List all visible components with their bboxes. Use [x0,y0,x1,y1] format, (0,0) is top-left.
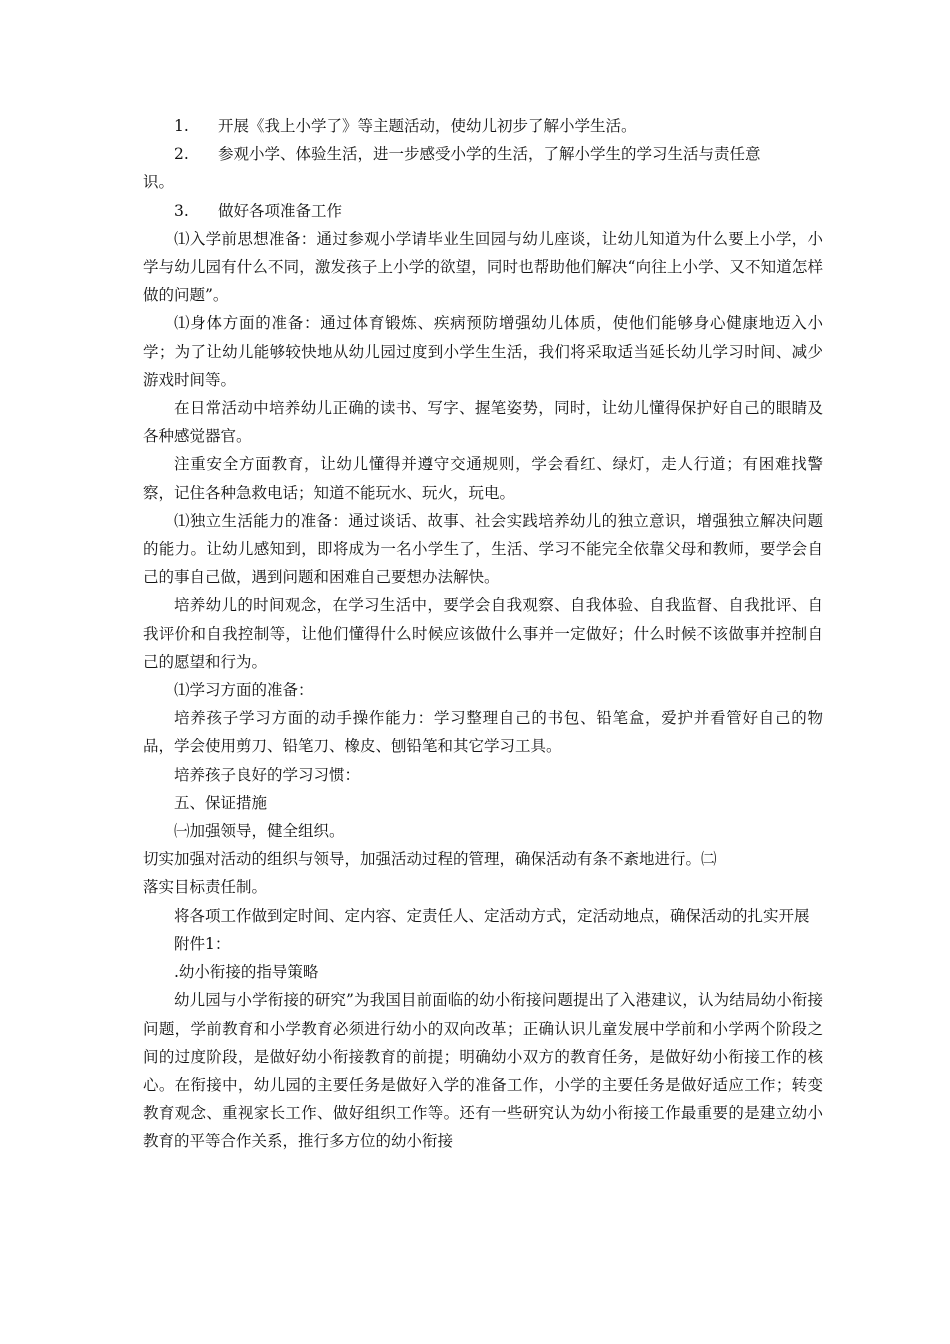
paragraph-safety-education: 注重安全方面教育，让幼儿懂得并遵守交通规则，学会看红、绿灯，走人行道；有困难找警察，记住各种急救电话；知道不能玩水、玩火，玩电。 [143,455,823,502]
item-text: 参观小学、体验生活，进一步感受小学的生活，了解小学生的学习生活与责任意 [218,145,761,164]
numbered-item-1 [143,112,823,140]
paragraph-study-habits: 培养孩子良好的学习习惯： [174,765,361,784]
item-text: 开展《我上小学了》等主题活动，使幼儿初步了解小学生活。 [218,117,637,135]
paragraph-daily-activities: 在日常活动中培养幼儿正确的读书、写字、握笔姿势，同时，让幼儿懂得保护好自己的眼睛及各种感觉器官。 [143,399,823,446]
paragraph-responsibility: 落实目标责任制。 [143,878,268,897]
item-number: 3. [174,201,189,220]
item-text: 做好各项准备工作 [218,201,343,220]
attachment-title: .幼小衔接的指导策略 [174,963,319,982]
paragraph-hands-on-ability: 培养孩子学习方面的动手操作能力：学习整理自己的书包、铅笔盒，爱护并看管好自己的物品，学会使用剪刀、铅笔刀、橡皮、刨铅笔和其它学习工具。 [143,709,823,756]
paragraph-research: 幼儿园与小学衔接的研究”为我国目前面临的幼小衔接问题提出了入港建议，认为结局幼小衔接问题，学前教育和小学教育必须进行幼小的双向改革；正确认识儿童发展中学前和小学两个阶段之间的过度阶段，是做好幼小衔接教育的前提；明确幼小双方的教育任务，是做好幼小衔接工作的核心。在衔接中，幼儿园的主要任务是做好入学的准备工作，小学的主要任务是做好适应工作；转变教育观念、重视家长工作、做好组织工作等。还有一些研究认为幼小衔接工作最重要的是建立幼小教育的平等合作关系，推行多方位的幼小衔接 [143,991,823,1151]
paragraph-work-arrangement: 将各项工作做到定时间、定内容、定责任人、定活动方式，定活动地点，确保活动的扎实开展 [174,906,810,925]
item-number: 2. [174,145,189,164]
numbered-item-2 [143,140,823,168]
numbered-item-3 [143,197,823,225]
attachment-label: 附件1： [174,934,231,953]
paragraph-study-preparation: ⑴学习方面的准备： [174,681,314,700]
paragraph-thought-preparation: ⑴入学前思想准备：通过参观小学请毕业生回园与幼儿座谈，让幼儿知道为什么要上小学，小学与幼儿园有什么不同，激发孩子上小学的欲望，同时也帮助他们解决“向往上小学、又不知道怎样做的问题”。 [143,229,823,305]
section-heading-guarantee: 五、保证措施 [174,793,268,812]
paragraph-organization: 切实加强对活动的组织与领导，加强活动过程的管理，确保活动有条不紊地进行。㈡ [143,850,717,869]
item-number: 1. [174,117,189,135]
paragraph-time-concept: 培养幼儿的时间观念，在学习生活中，要学会自我观察、自我体验、自我监督、自我批评、自我评价和自我控制等，让他们懂得什么时候应该做什么事并一定做好；什么时候不该做事并控制自己的愿望和行为。 [143,596,823,671]
paragraph-leadership: ㈠加强领导，健全组织。 [174,822,345,841]
paragraph-physical-preparation: ⑴身体方面的准备：通过体育锻炼、疾病预防增强幼儿体质，使他们能够身心健康地迈入小学；为了让幼儿能够较快地从幼儿园过度到小学生生活，我们将采取适当延长幼儿学习时间、减少游戏时间等。 [143,314,823,389]
numbered-item-2-continuation: 识。 [143,173,175,192]
document-page [143,112,823,1156]
paragraph-independent-living: ⑴独立生活能力的准备：通过谈话、故事、社会实践培养幼儿的独立意识，增强独立解决问题的能力。让幼儿感知到，即将成为一名小学生了，生活、学习不能完全依靠父母和教师，要学会自己的事自己做，遇到问题和困难自己要想办法解快。 [143,511,823,587]
